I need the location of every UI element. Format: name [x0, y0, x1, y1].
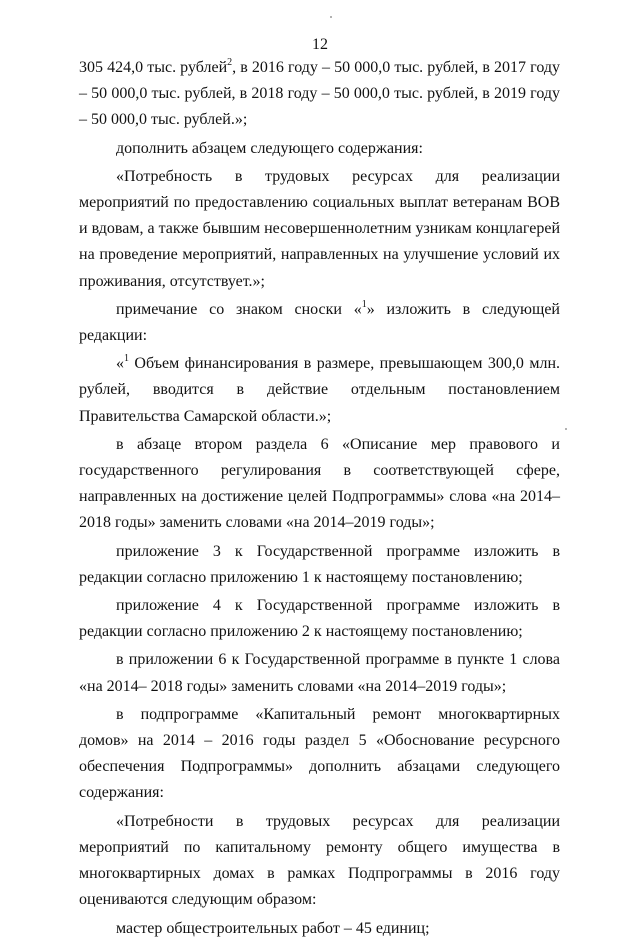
paragraph-3: «Потребность в трудовых ресурсах для реализации мероприятий по предоставлению социальных выплат ветеранам ВОВ и вдовам, а также бывшим несовершеннолетним узникам концлагерей на проведение мероприятий, направленных на улучшение условий их проживания, отсутствует.»; — [79, 167, 560, 290]
paragraph-5: «$^1$ Объем финансирования в размере, превышающем 300,0 млн. рублей, вводится в действие отдельным постановлением Правительства Самарской области.»; — [79, 352, 560, 425]
paragraph-10: в подпрограмме «Капитальный ремонт многоквартирных домов» на 2014 – 2016 годы раздел 5 «Обоснование ресурсного обеспечения Подпрограммы» дополнить абзацами следующего содержания: — [79, 705, 560, 802]
paragraph-7: приложение 3 к Государственной программе изложить в редакции согласно приложению 1 к настоящему постановлению; — [79, 542, 560, 586]
paragraph-1: 305 424,0 тыс. рублей$^2$, в 2016 году – 50 000,0 тыс. рублей, в 2017 году – 50 000,0 тыс. рублей, в 2018 году – 50 000,0 тыс. рублей, в 2019 году – 50 000,0 тыс. рублей.»; — [79, 56, 561, 129]
paragraph-9: в приложении 6 к Государственной программе в пункте 1 слова «на 2014– 2018 годы» заменить словами «на 2014–2019 годы»; — [79, 651, 560, 695]
page-number: 12 — [312, 36, 328, 53]
paragraph-4: примечание со знаком сноски «$^1$» изложить в следующей редакции: — [79, 298, 560, 345]
paragraph-6: в абзаце втором раздела 6 «Описание мер правового и государственного регулирования в соответствующей сфере, направленных на достижение целей Подпрограммы» слова «на 2014–2018 годы» заменить словами «на 2014–2019 годы»; — [79, 435, 560, 532]
document-body — [79, 55, 560, 942]
paragraph-8: приложение 4 к Государственной программе изложить в редакции согласно приложению 2 к настоящему постановлению; — [79, 597, 560, 641]
footnote-marker: 1 — [361, 298, 367, 310]
footnote-marker: 2 — [227, 56, 233, 68]
paragraph-2: дополнить абзацем следующего содержания: — [116, 139, 423, 157]
paragraph-12: мастер общестроительных работ – 45 единиц; — [116, 919, 430, 937]
scan-speck — [330, 16, 332, 18]
scan-speck — [565, 428, 567, 430]
footnote-marker: 1 — [124, 352, 129, 364]
paragraph-11: «Потребности в трудовых ресурсах для реализации мероприятий по капитальному ремонту общего имущества в многоквартирных домах в рамках Подпрограммы в 2016 году оцениваются следующим образом: — [79, 812, 560, 909]
